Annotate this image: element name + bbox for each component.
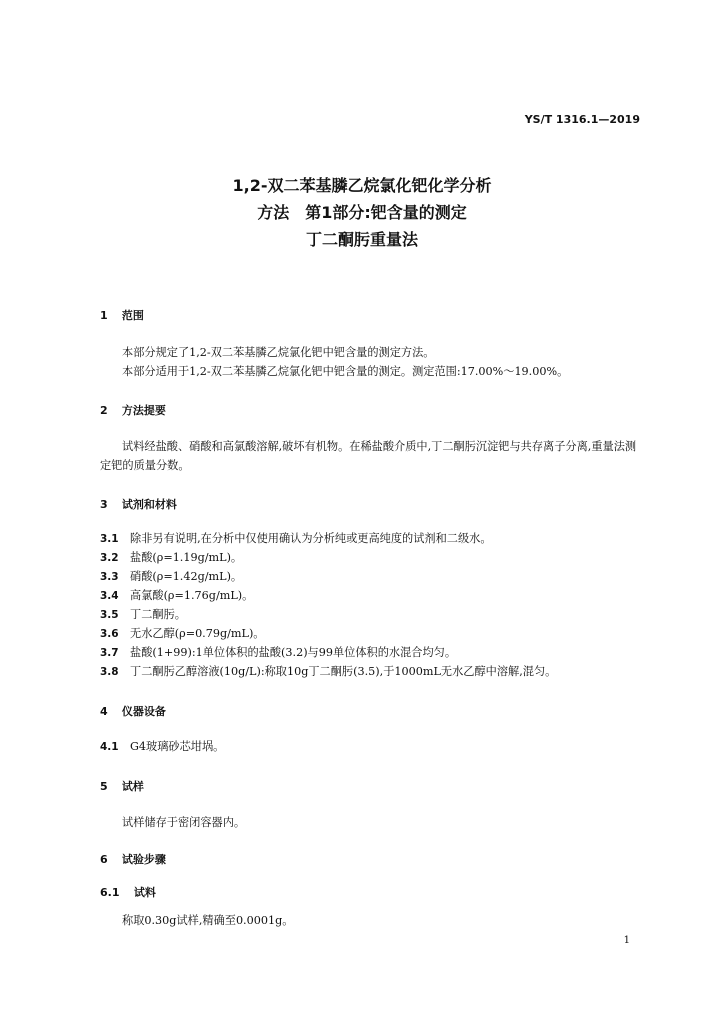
item-text: 高氯酸(ρ=1.76g/mL)。 bbox=[130, 589, 254, 602]
section-number: 5 bbox=[100, 780, 108, 793]
paragraph: 试样储存于密闭容器内。 bbox=[122, 816, 246, 829]
paragraph: 试料经盐酸、硝酸和高氯酸溶解,破坏有机物。在稀盐酸介质中,丁二酮肟沉淀钯与共存离子分离,重量法测定钯的质量分数。 bbox=[100, 440, 637, 472]
subsection-number: 6.1 bbox=[100, 886, 120, 899]
page-number: 1 bbox=[623, 935, 630, 946]
section-4-heading bbox=[100, 703, 166, 719]
item-number: 3.1 bbox=[100, 533, 119, 545]
paragraph: 本部分规定了1,2-双二苯基膦乙烷氯化钯中钯含量的测定方法。 bbox=[122, 346, 435, 359]
item-text: 盐酸(ρ=1.19g/mL)。 bbox=[130, 551, 243, 564]
item-text: 硝酸(ρ=1.42g/mL)。 bbox=[130, 570, 243, 583]
section-5-heading bbox=[100, 778, 144, 794]
item-number: 3.3 bbox=[100, 571, 119, 583]
document-title-line-3: 丁二酮肟重量法 bbox=[305, 230, 418, 249]
item-number: 3.8 bbox=[100, 666, 119, 678]
item-number: 3.4 bbox=[100, 590, 119, 602]
list-item bbox=[100, 644, 456, 662]
item-number: 3.2 bbox=[100, 552, 119, 564]
section-5-body bbox=[100, 813, 640, 832]
list-item bbox=[100, 568, 242, 586]
document-title-line-1: 1,2-双二苯基膦乙烷氯化钯化学分析 bbox=[232, 176, 492, 195]
section-number: 3 bbox=[100, 498, 108, 511]
list-item bbox=[100, 549, 242, 567]
item-text: 丁二酮肟乙醇溶液(10g/L):称取10g丁二酮肟(3.5),于1000mL无水乙醇中溶解,混匀。 bbox=[130, 665, 557, 678]
list-item bbox=[100, 663, 556, 681]
section-title: 试剂和材料 bbox=[121, 498, 177, 511]
section-title: 仪器设备 bbox=[121, 705, 166, 718]
section-title: 试样 bbox=[121, 780, 144, 793]
list-item bbox=[100, 530, 492, 548]
subsection-6-1-heading bbox=[100, 884, 156, 900]
item-number: 3.5 bbox=[100, 609, 119, 621]
list-item bbox=[100, 625, 265, 643]
section-number: 1 bbox=[100, 309, 108, 322]
section-2-heading bbox=[100, 402, 166, 418]
item-text: 无水乙醇(ρ=0.79g/mL)。 bbox=[130, 627, 265, 640]
item-number: 4.1 bbox=[100, 741, 119, 753]
section-1-body bbox=[100, 343, 640, 381]
item-number: 3.7 bbox=[100, 647, 119, 659]
section-number: 6 bbox=[100, 853, 108, 866]
subsection-title: 试料 bbox=[133, 886, 156, 899]
section-3-heading bbox=[100, 496, 177, 512]
section-title: 范围 bbox=[121, 309, 144, 322]
item-number: 3.6 bbox=[100, 628, 119, 640]
section-2-body bbox=[100, 437, 640, 475]
section-number: 2 bbox=[100, 404, 108, 417]
standard-code: YS/T 1316.1—2019 bbox=[524, 113, 640, 126]
section-title: 试验步骤 bbox=[121, 853, 166, 866]
section-number: 4 bbox=[100, 705, 108, 718]
list-item bbox=[100, 606, 186, 624]
item-text: 盐酸(1+99):1单位体积的盐酸(3.2)与99单位体积的水混合均匀。 bbox=[130, 646, 457, 659]
section-6-heading bbox=[100, 851, 166, 867]
item-text: 丁二酮肟。 bbox=[130, 608, 186, 621]
section-title: 方法提要 bbox=[121, 404, 166, 417]
section-1-heading bbox=[100, 307, 144, 323]
item-text: 除非另有说明,在分析中仅使用确认为分析纯或更高纯度的试剂和二级水。 bbox=[130, 532, 492, 545]
list-item bbox=[100, 587, 253, 605]
list-item bbox=[100, 738, 224, 756]
document-title-line-2: 方法 第1部分:钯含量的测定 bbox=[257, 203, 467, 222]
paragraph: 本部分适用于1,2-双二苯基膦乙烷氯化钯中钯含量的测定。测定范围:17.00%～19.00%。 bbox=[122, 365, 569, 378]
subsection-6-1-body bbox=[100, 911, 640, 930]
item-text: G4玻璃砂芯坩埚。 bbox=[130, 740, 225, 753]
paragraph: 称取0.30g试样,精确至0.0001g。 bbox=[122, 914, 294, 927]
